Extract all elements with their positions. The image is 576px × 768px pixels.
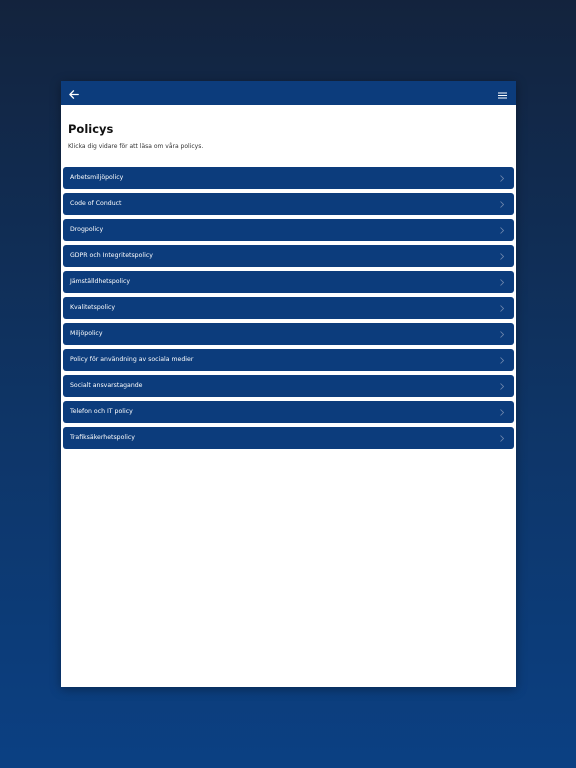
chevron-right-icon [499, 356, 505, 364]
policy-label: Arbetsmiljöpolicy [70, 174, 124, 181]
chevron-right-icon [499, 200, 505, 208]
policy-label: Jämställdhetspolicy [70, 278, 131, 285]
policy-item-arbetsmiljopolicy[interactable] [63, 167, 514, 189]
policy-item-trafiksakerhetspolicy[interactable] [63, 427, 514, 449]
chevron-right-icon [499, 226, 505, 234]
chevron-right-icon [499, 304, 505, 312]
chevron-right-icon [499, 408, 505, 416]
policy-label: Code of Conduct [70, 200, 122, 207]
policy-label: Socialt ansvarstagande [70, 382, 143, 389]
policy-item-kvalitetspolicy[interactable] [63, 297, 514, 319]
arrow-left-icon [69, 84, 79, 103]
policy-label: Kvalitetspolicy [70, 304, 116, 311]
policy-label: GDPR och Integritetspolicy [70, 252, 153, 259]
chevron-right-icon [499, 174, 505, 182]
policy-label: Policy för användning av sociala medier [70, 356, 194, 363]
page-content [61, 122, 516, 449]
chevron-right-icon [499, 434, 505, 442]
policy-item-jamstalldhetspolicy[interactable] [63, 271, 514, 293]
policy-label: Telefon och IT policy [70, 408, 133, 415]
policy-item-gdpr[interactable] [63, 245, 514, 267]
policy-label: Trafiksäkerhetspolicy [70, 434, 135, 441]
policy-item-drogpolicy[interactable] [63, 219, 514, 241]
policy-item-telefon-it-policy[interactable] [63, 401, 514, 423]
chevron-right-icon [499, 278, 505, 286]
hamburger-menu-icon [498, 84, 507, 103]
chevron-right-icon [499, 382, 505, 390]
policy-item-miljopolicy[interactable] [63, 323, 514, 345]
policy-label: Drogpolicy [70, 226, 104, 233]
menu-button[interactable] [494, 85, 510, 101]
chevron-right-icon [499, 252, 505, 260]
policy-item-socialt-ansvarstagande[interactable] [63, 375, 514, 397]
chevron-right-icon [499, 330, 505, 338]
policy-list [63, 167, 514, 449]
page-title: Policys [68, 122, 114, 136]
policy-item-sociala-medier[interactable] [63, 349, 514, 371]
back-button[interactable] [66, 85, 82, 101]
policy-item-code-of-conduct[interactable] [63, 193, 514, 215]
app-window [61, 81, 516, 687]
page-subtitle: Klicka dig vidare för att läsa om våra policys. [68, 143, 204, 150]
policy-label: Miljöpolicy [70, 330, 103, 337]
top-bar [61, 81, 516, 105]
